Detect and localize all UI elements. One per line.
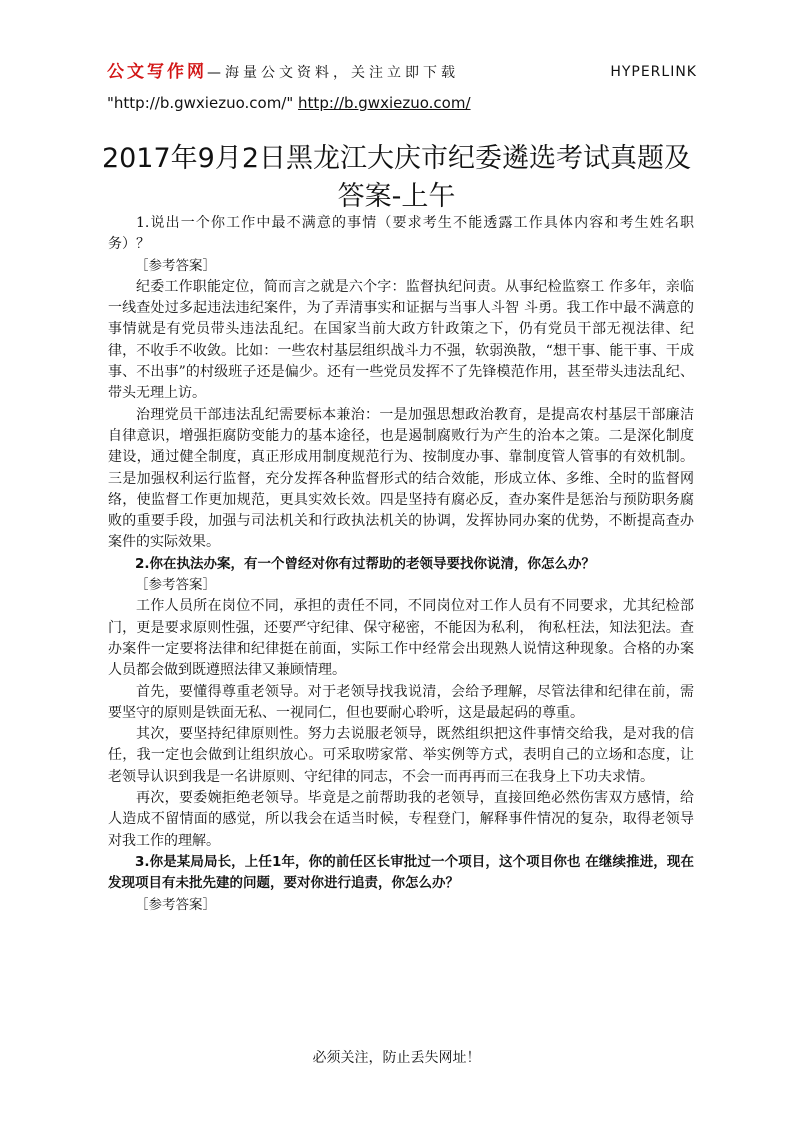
hyperlink-field-code: HYPERLINK bbox=[610, 64, 697, 80]
answer-2-label: ［参考答案］ bbox=[135, 577, 216, 594]
site-tagline: —海量公文资料，关注立即下载 bbox=[207, 65, 459, 81]
answer-1-label: ［参考答案］ bbox=[135, 257, 216, 274]
question-3: 3.你是某局局长，上任1年，你的前任区长审批过一个项目，这个项目你也 在继续推进，现在发现项目有未批先建的问题，要对你进行追责，你怎么办？ bbox=[108, 853, 694, 892]
site-brand: 公文写作网 bbox=[107, 62, 207, 82]
question-2: 2.你在执法办案，有一个曾经对你有过帮助的老领导要找你说清，你怎么办？ bbox=[135, 555, 596, 572]
site-url-line bbox=[107, 94, 471, 112]
site-url-link[interactable]: http://b.gwxiezuo.com/ bbox=[298, 94, 471, 112]
answer-1-paragraph-1: 纪委工作职能定位，简而言之就是六个字：监督执纪问责。从事纪检监察工 作多年，亲临一线查处过多起违法违纪案件，为了弄清事实和证据与当事人斗智 斗勇。我工作中最不满意的事情就是有党员带头违法乱纪。在国家当前大政方针政策之下，仍有党员干部无视法律、纪律，不收手不收敛。比如：一些农村基层组织战斗力不强，软弱涣散，“想干事、能干事、干成事、不出事”的村级班子还是偏少。还有一些党员发挥不了先锋模范作用，甚至带头违法乱纪、带头无理上访。 bbox=[108, 278, 694, 402]
answer-3-label: ［参考答案］ bbox=[135, 896, 216, 913]
document-title: 2017年9月2日黑龙江大庆市纪委遴选考试真题及答案-上午 bbox=[101, 143, 692, 212]
answer-2-paragraph-1: 工作人员所在岗位不同，承担的责任不同，不同岗位对工作人员有不同要求，尤其纪检部门，更是要求原则性强，还要严守纪律、保守秘密，不能因为私利， 徇私枉法，知法犯法。查办案件一定要将法律和纪律挺在前面，实际工作中经常会出现熟人说情这种现象。合格的办案人员都会做到既遵照法律又兼顾情理。 bbox=[108, 598, 694, 679]
question-1: 1.说出一个你工作中最不满意的事情（要求考生不能透露工作具体内容和考生姓名职务）？ bbox=[108, 215, 694, 253]
answer-2-paragraph-2: 首先，要懂得尊重老领导。对于老领导找我说清，会给予理解，尽管法律和纪律在前，需要坚守的原则是铁面无私、一视同仁，但也要耐心聆听，这是最起码的尊重。 bbox=[108, 683, 694, 721]
document-body bbox=[108, 213, 694, 916]
answer-1-paragraph-2: 治理党员干部违法乱纪需要标本兼治：一是加强思想政治教育，是提高农村基层干部廉洁自律意识，增强拒腐防变能力的基本途径，也是遏制腐败行为产生的治本之策。二是深化制度建设，通过健全制度，真正形成用制度规范行为、按制度办事、靠制度管人管事的有效机制。三是加强权利运行监督，充分发挥各种监督形式的结合效能，形成立体、多维、全时的监督网络，使监督工作更加规范，更具实效长效。四是坚持有腐必反，查办案件是惩治与预防职务腐败的重要手段，加强与司法机关和行政执法机关的协调，发挥协同办案的优势，不断提高查办案件的实际效果。 bbox=[108, 406, 694, 551]
site-header bbox=[107, 62, 697, 83]
answer-2-paragraph-4: 再次，要委婉拒绝老领导。毕竟是之前帮助我的老领导，直接回绝必然伤害双方感情，给人造成不留情面的感觉，所以我会在适当时候，专程登门，解释事件情况的复杂，取得老领导对我工作的理解。 bbox=[108, 790, 694, 849]
answer-2-paragraph-3: 其次，要坚持纪律原则性。努力去说服老领导，既然组织把这件事情交给我，是对我的信任，我一定也会做到让组织放心。可采取唠家常、举实例等方式，表明自己的立场和态度，让老领导认识到我是一名讲原则、守纪律的同志，不会一而再再而三在我身上下功夫求情。 bbox=[108, 726, 694, 785]
site-url-quoted: "http://b.gwxiezuo.com/" bbox=[107, 94, 294, 112]
page-footer: 必须关注，防止丢失网址！ bbox=[312, 1050, 481, 1066]
